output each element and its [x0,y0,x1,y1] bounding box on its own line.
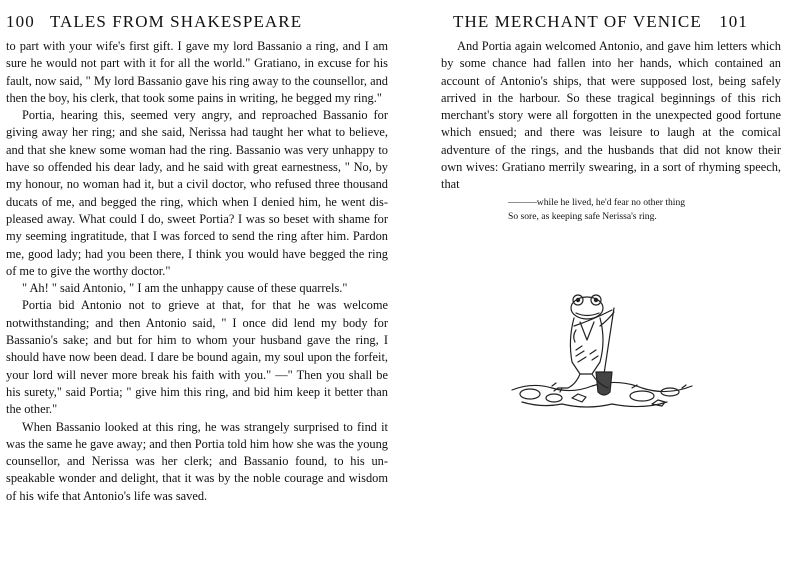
left-page-number: 100 [6,12,35,31]
right-page [397,0,794,566]
paragraph: And Portia again welcomed Antonio, and gave him letters which by some chance had fallen into her hands, which contained an account of Antonio's ships, that were supposed lost, being safely arrived in the harbour. So these tragical beginnings of this rich merchant's story were all forgotten in the unexpected good fortune which ensued; and there was leisure to laugh at the comical adventure of the rings, and the husbands that did not know their own wives: Gratiano merrily swearing, in a sort of rhyming speech, that [441,39,781,192]
left-running-title: TALES FROM SHAKESPEARE [49,12,303,31]
frog-with-spade-drawing [492,270,712,430]
right-page-number: 101 [719,12,748,31]
paragraph: Portia, hearing this, seemed very angry, and reproached Bassanio for giving away her ring; and she said, Nerissa had taught her what to believe, and that she knew some woman had the ring. Bassanio was very unhappy to have so offended his dear lady, and he said with great earnestness, " No, by my honour, no woman had it, but a civil doctor, who refused three thousand ducats of me, and begged the ring, which when I denied him, he went displeased away. What could I do, sweet Portia? I was so beset with shame for my seeming ingratitude, that I was forced to send the ring after him. Pardon me, good lady; had you been there, I think you would have begged the ring of me to give the worthy doctor." [6,108,388,278]
verse-line: So sore, as keeping safe Nerissa's ring. [508,211,657,222]
paragraph: to part with your wife's first gift. I gave my lord Bassanio a ring, and I am sure he would not part with it for all the world." Gratiano, in excuse for his fault, now said, " My lord Bassanio gave his ring away to the counsellor, and then the boy, his clerk, that took some pains in writing, he begged my ring." [6,39,388,105]
right-page-body [441,38,781,194]
paragraph: Portia bid Antonio not to grieve at that, for that he was welcome notwithstanding; and then Antonio said, " I once did lend my body for Bassanio's sake; and but for him to whom your husband gave the ring, I should have now been dead. I dare be bound again, my soul upon the forfeit, your lord will never more break his faith with you." —" Then you shall be his surety," said Portia; " give him this ring, and bid him keep it better than the other." [6,298,388,417]
right-running-title: THE MERCHANT OF VENICE [453,12,702,31]
verse-line: ———while he lived, he'd fear no other thing [508,197,686,208]
left-page-body [6,38,388,505]
left-page-header [6,10,385,34]
right-page-header [453,10,794,34]
paragraph: " Ah! " said Antonio, " I am the unhappy cause of these quarrels." [22,281,348,296]
verse-quote [508,196,685,224]
paragraph: When Bassanio looked at this ring, he was strangely surprised to find it was the same he gave away; and then Portia told him how she was the young counsellor, and Nerissa was her clerk; and Bassanio found, to his unspeakable wonder and delight, that it was by the noble courage and wisdom of his wife that Antonio's life was saved. [6,419,388,503]
